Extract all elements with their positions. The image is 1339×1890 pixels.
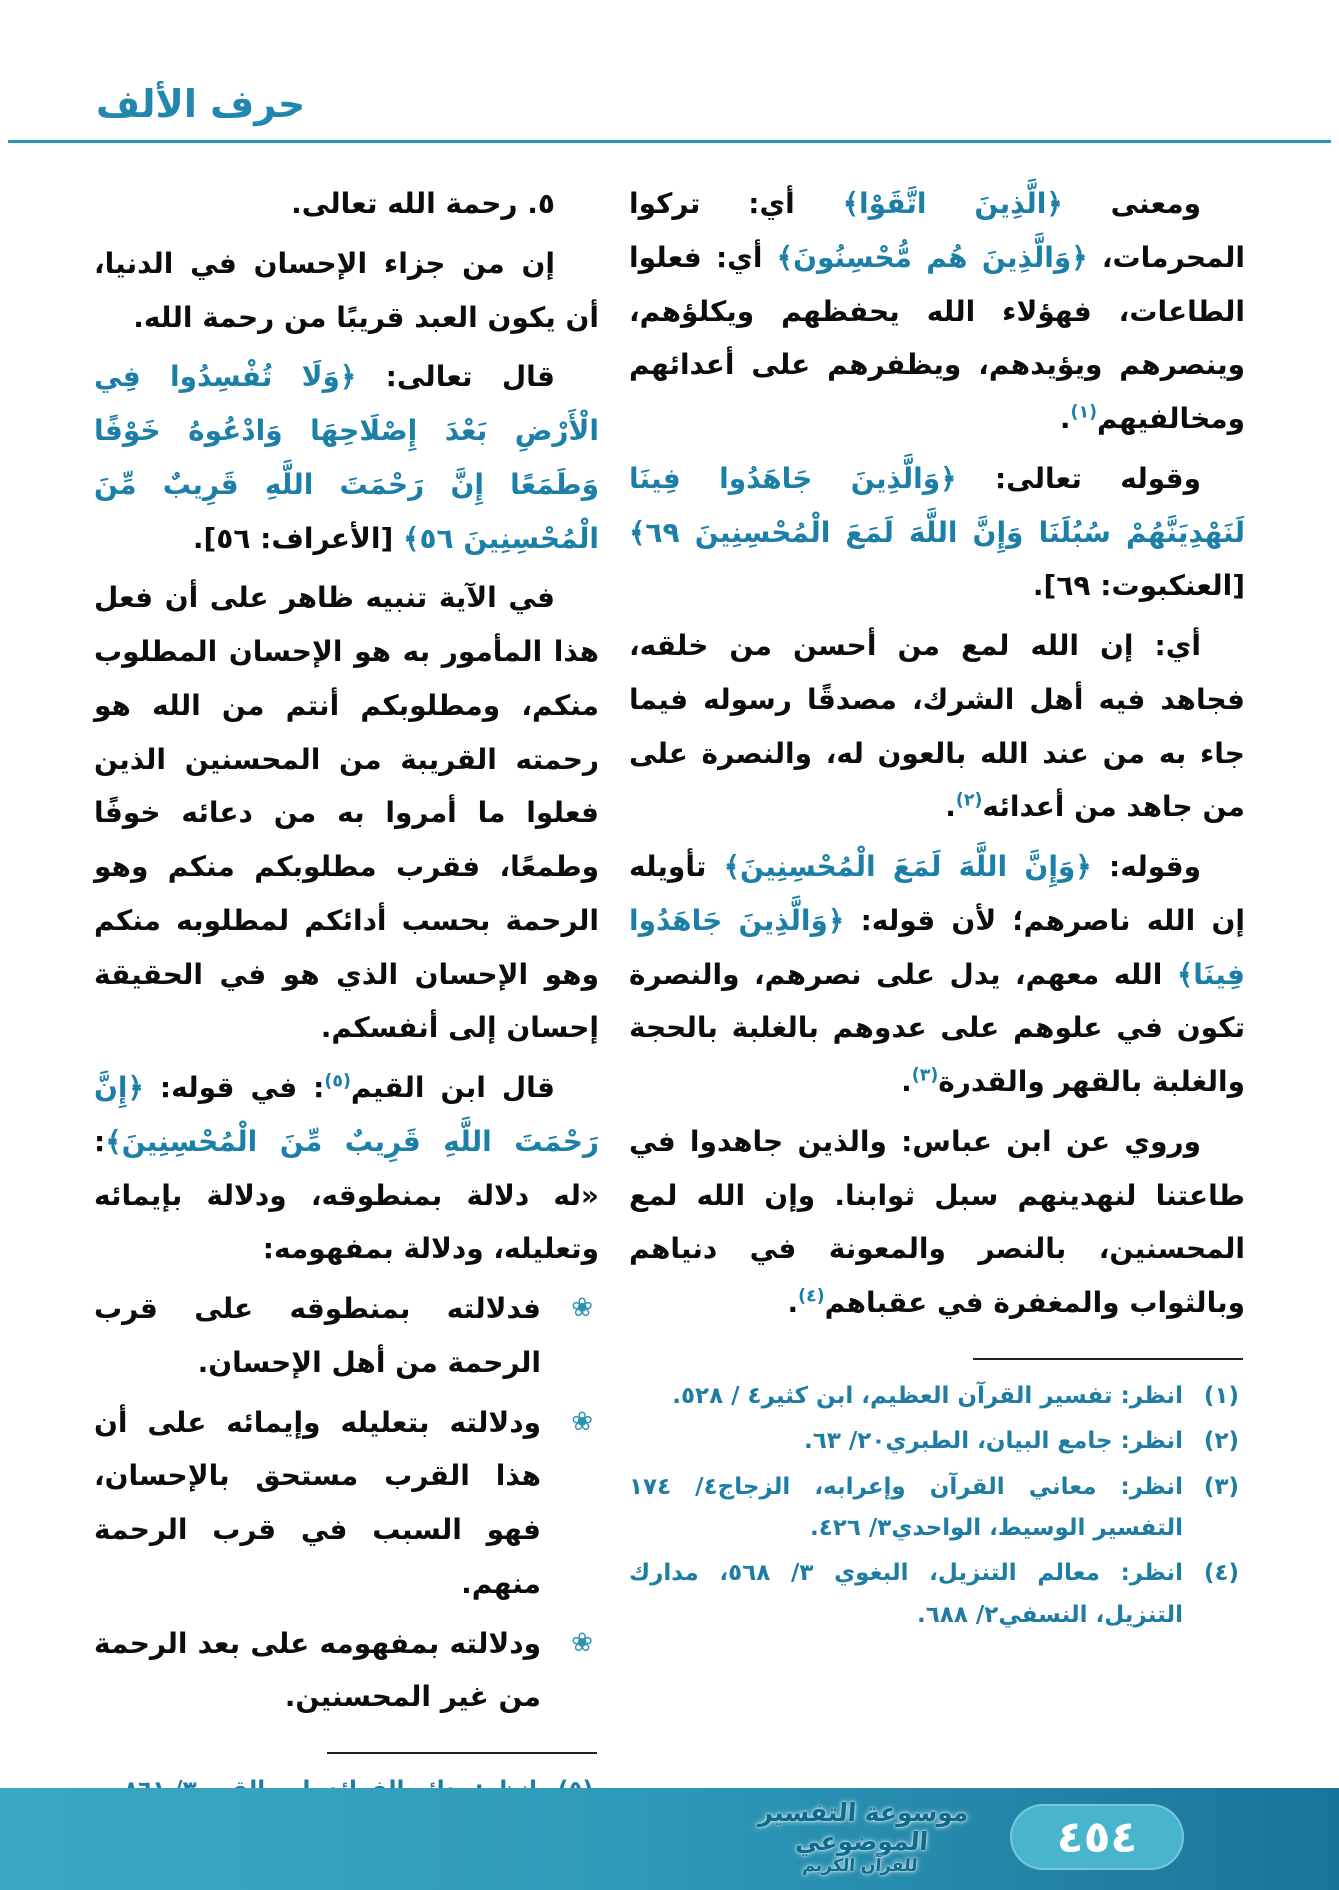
text-run: [الأعراف: ٥٦]. [192,521,404,555]
quran-verse: ﴿وَالَّذِينَ هُم مُّحْسِنُونَ﴾ [776,240,1088,274]
footnote-text: انظر: معاني القرآن وإعرابه، الزجاج٤/ ١٧٤ التفسير الوسيط، الواحدي٣/ ٤٢٦. [629,1473,1183,1541]
footnote [629,1376,1245,1417]
text-run: . [787,1286,799,1319]
text-run: ودلالته بتعليله وإيمائه على أن هذا القرب مستحق بالإحسان، فهو السبب في قرب الرحمة منهم. [94,1405,541,1600]
text-run: وروي عن ابن عباس: والذين جاهدوا في طاعتنا لنهدينهم سبل ثوابنا. وإن الله لمع المحسنين، بالنصر والمعونة في دنياهم وبالثواب والمغفرة في عقباهم [629,1124,1245,1319]
text-run: : في قوله: [143,1071,325,1104]
paragraph [94,1061,599,1276]
footnote-separator [327,1752,597,1754]
paragraph [629,452,1245,613]
text-run: أي: تركوا المحرمات، [629,187,1245,274]
flower-bullet-icon: ❀ [571,1293,593,1323]
quran-verse: ﴿وَالَّذِينَ جَاهَدُوا فِينَا لَنَهْدِيَنَّهُمْ سُبُلَنَا وَإِنَّ اللَّهَ لَمَعَ الْمُحْسِنِينَ ٦٩﴾ [629,461,1245,549]
text-run: إن من جزاء الإحسان في الدنيا، أن يكون العبد قريبًا من رحمة الله. [94,246,599,334]
footnote-number: (١) [1203,1382,1239,1409]
text-run: ودلالته بمفهومه على بعد الرحمة من غير المحسنين. [94,1626,541,1714]
text-run: قال تعالى: [356,360,556,394]
series-logo [754,1799,969,1876]
footnote [629,1421,1245,1462]
text-run: . [1059,402,1071,435]
text-run: . [901,1065,912,1098]
text-run: ٥. رحمة الله تعالى. [291,187,555,220]
text-run: : «له دلالة بمنطوقه، ودلالة بإيمائه وتعليله، ودلالة بمفهومه: [94,1124,599,1266]
paragraph [94,350,599,565]
column-left [94,177,599,1815]
text-run: . [945,790,956,824]
column-left-body [94,177,599,1724]
paragraph [94,571,599,1055]
footnote-ref: (٣) [911,1065,939,1086]
footnote-number: (٣) [1203,1473,1239,1500]
paragraph [629,177,1245,446]
footnote-number: (٤) [1203,1560,1239,1587]
footnote-separator [973,1358,1243,1360]
bullet-item [94,1617,599,1725]
text-run: أي: إن الله لمع من أحسن من خلقه، فجاهد فيه أهل الشرك، مصدقًا رسوله فيما جاء به من عند الله بالعون له، والنصرة على من جاهد من أعدائه [629,629,1245,824]
quran-verse: ﴿إِنَّ رَحْمَتَ اللَّهِ قَرِيبٌ مِّنَ الْمُحْسِنِينَ﴾ [94,1071,599,1158]
series-logo-title: موسوعة التفسير الموضوعي [757,1797,970,1856]
text-run: [العنكبوت: ٦٩]. [1032,569,1245,603]
bullet-item [94,1282,599,1390]
footnote-ref: (٤) [798,1286,825,1307]
paragraph [629,619,1245,834]
text-run: وقوله تعالى: [956,461,1202,495]
footnote-text: انظر: جامع البيان، الطبري٢٠/ ٦٣. [804,1428,1183,1455]
section-heading [94,177,599,231]
text-run: أي: فعلوا الطاعات، فهؤلاء الله يحفظهم ويكلؤهم، وينصرهم ويؤيدهم، ويظفرهم على أعدائهم ومخالفيهم [629,240,1245,435]
footnote-text: انظر: تفسير القرآن العظيم، ابن كثير٤ / ٥٢٨. [672,1382,1183,1409]
text-run: وقوله: [1091,850,1201,883]
column-right-body [629,177,1245,1330]
paragraph [629,840,1245,1109]
column-right [629,177,1245,1640]
footnote-number: (٢) [1203,1428,1239,1455]
page-header [0,0,1339,143]
series-logo-subtitle: للقرآن الكريم [801,1855,919,1876]
bullet-item [94,1396,599,1611]
text-run: فدلالته بمنطوقه على قرب الرحمة من أهل الإحسان. [94,1292,541,1379]
column-right-footnotes [629,1376,1245,1636]
quran-verse: ﴿الَّذِينَ اتَّقَوْا﴾ [842,187,1063,220]
footnote-ref: (١) [1070,402,1098,423]
quran-verse: ﴿وَلَا تُفْسِدُوا فِي الْأَرْضِ بَعْدَ إِصْلَاحِهَا وَادْعُوهُ خَوْفًا وَطَمَعًا إِنَّ رَحْمَتَ اللَّهِ قَرِيبٌ مِّنَ الْمُحْسِنِينَ ٥٦﴾ [94,360,599,555]
text-run: في الآية تنبيه ظاهر على أن فعل هذا المأمور به هو الإحسان المطلوب منكم، ومطلوبكم أنتم من الله هو رحمته القريبة من المحسنين الذين فعلوا ما أمروا به من دعائه خوفًا وطمعًا، فقرب مطلوبكم منكم وهو الرحمة بحسب أدائكم لمطلوبه منكم وهو الإحسان الذي هو في الحقيقة إحسان إلى أنفسكم. [94,581,599,1045]
text-run: تأويله إن الله ناصرهم؛ لأن قوله: [629,850,1245,937]
footnote-ref: (٢) [955,790,983,811]
footnote-ref: (٥) [324,1071,351,1092]
text-run: قال ابن القيم [350,1071,555,1104]
quran-verse: ﴿وَالَّذِينَ جَاهَدُوا فِينَا﴾ [629,903,1245,991]
text-run: الله معهم، يدل على نصرهم، والنصرة تكون في علوهم على عدوهم بالغلبة بالحجة والغلبة بالقهر والقدرة [629,957,1245,1098]
chapter-title: حرف الألف [96,82,306,126]
text-run: ومعنى [1062,187,1201,220]
quran-verse: ﴿وَإِنَّ اللَّهَ لَمَعَ الْمُحْسِنِينَ﴾ [723,850,1092,883]
footnote [629,1467,1245,1550]
paragraph [94,237,599,345]
paragraph [629,1115,1245,1330]
two-column-body [0,143,1339,1815]
footnote [629,1553,1245,1636]
flower-bullet-icon: ❀ [571,1627,593,1658]
flower-bullet-icon: ❀ [571,1406,593,1437]
footnote-text: انظر: معالم التنزيل، البغوي ٣/ ٥٦٨، مدارك التنزيل، النسفي٢/ ٦٨٨. [629,1560,1183,1628]
page-number-badge: ٤٥٤ [1010,1804,1184,1870]
